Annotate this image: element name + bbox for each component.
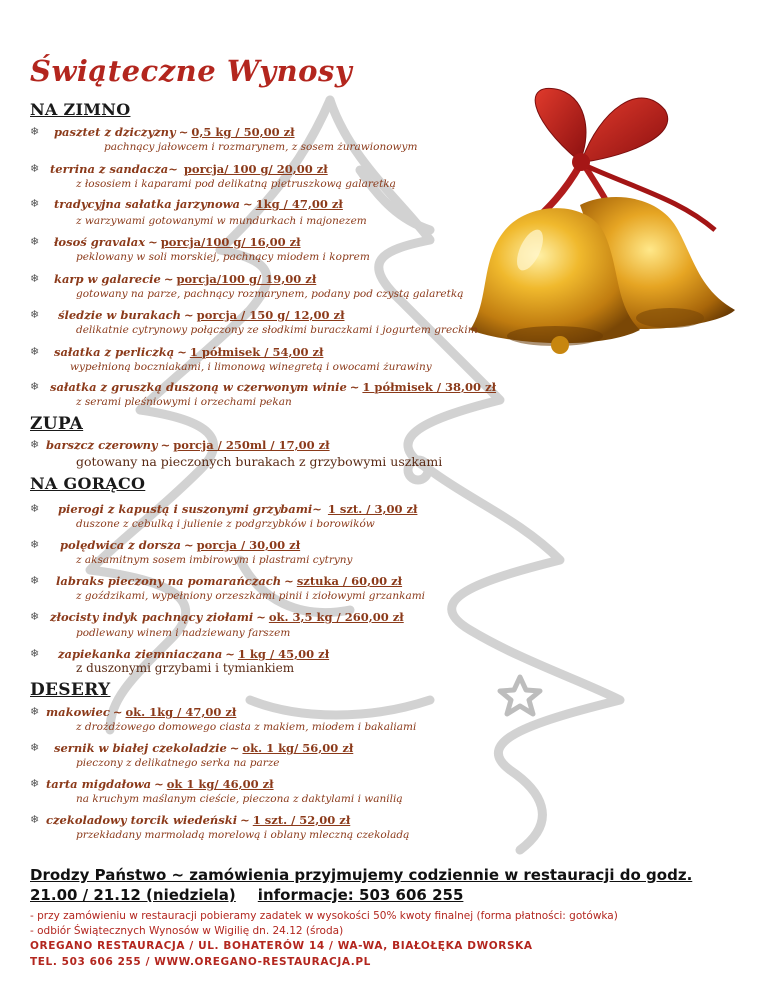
footer-order-hours <box>30 886 463 904</box>
item-price: 1 szt. / 52,00 zł <box>252 813 351 827</box>
item-description: z drożdżowego domowego ciasta z makiem, miodem i bakaliami <box>76 721 417 733</box>
footer-note-deposit: - przy zamówieniu w restauracji pobieramy zadatek w wysokości 50% kwoty finalnej (forma płatności: gotówka) <box>30 910 618 922</box>
menu-item <box>30 376 496 394</box>
item-description: duszone z cebulką i julienie z podgrzybków i borowików <box>76 518 375 530</box>
item-sep: ~ <box>243 197 253 211</box>
item-price: 1 szt. / 3,00 zł <box>327 502 418 516</box>
item-name: sałatka z gruszką duszoną w czerwonym winie <box>50 380 347 394</box>
menu-item <box>30 570 402 588</box>
footer-phone-info: informacje: 503 606 255 <box>257 886 464 904</box>
snowflake-icon: ❄ <box>30 538 40 551</box>
item-price: porcja / 250ml / 17,00 zł <box>173 438 330 452</box>
item-description: gotowany na pieczonych burakach z grzybowymi uszkami <box>76 454 443 469</box>
menu-item <box>30 231 301 249</box>
item-price: 1 półmisek / 54,00 zł <box>189 345 324 359</box>
footer-address: OREGANO RESTAURACJA / UL. BOHATERÓW 14 / WA-WA, BIAŁOŁĘKA DWORSKA <box>30 940 533 952</box>
item-sep: ~ <box>160 438 171 452</box>
item-description: z duszonymi grzybami i tymiankiem <box>76 661 295 675</box>
menu-item <box>30 268 316 286</box>
snowflake-icon: ❄ <box>30 235 40 248</box>
item-name: pasztet z dziczyzny <box>54 125 176 139</box>
item-name: labraks pieczony na pomarańczach <box>56 574 282 588</box>
item-sep: ~ <box>163 272 174 286</box>
menu-item <box>30 434 330 452</box>
menu-item <box>30 498 417 516</box>
item-price: porcja / 150 g/ 12,00 zł <box>196 308 345 322</box>
section-heading-na-zimno: NA ZIMNO <box>30 100 131 119</box>
item-price: ok. 3,5 kg / 260,00 zł <box>268 610 404 624</box>
item-price: 1kg / 47,00 zł <box>255 197 343 211</box>
item-sep: ~ <box>112 705 123 719</box>
snowflake-icon: ❄ <box>30 610 40 623</box>
section-heading-desery: DESERY <box>30 680 111 700</box>
menu-item <box>30 534 300 552</box>
item-name: makowiec <box>46 705 110 719</box>
menu-item <box>30 643 329 661</box>
item-sep: ~ <box>349 380 360 394</box>
item-description: pachnący jałowcem i rozmarynem, z sosem żurawionowym <box>104 141 418 153</box>
page-title: Świąteczne Wynosy <box>30 54 353 88</box>
section-heading-zupa: ZUPA <box>30 414 84 434</box>
snowflake-icon: ❄ <box>30 813 40 826</box>
menu-item <box>30 121 295 139</box>
footer-contact: TEL. 503 606 255 / WWW.OREGANO-RESTAURACJA.PL <box>30 956 371 968</box>
item-price: porcja / 30,00 zł <box>196 538 301 552</box>
item-name: czekoladowy torcik wiedeński <box>46 813 238 827</box>
item-name: karp w galarecie <box>54 272 161 286</box>
item-sep: ~ <box>240 813 250 827</box>
item-sep: ~ <box>154 777 164 791</box>
item-description: gotowany na parze, pachnący rozmarynem, podany pod czystą galaretką <box>76 288 464 300</box>
item-description: z aksamitnym sosem imbirowym i plastrami cytryny <box>76 554 353 566</box>
item-sep: ~ <box>229 741 240 755</box>
footer-order-info: Drodzy Państwo ~ zamówienia przyjmujemy codziennie w restauracji do godz. <box>30 866 693 884</box>
item-description: z goździkami, wypełniony orzeszkami pinii i ziołowymi grzankami <box>76 590 426 602</box>
snowflake-icon: ❄ <box>30 197 40 210</box>
item-description: na kruchym maślanym cieście, pieczona z daktylami i wanilią <box>76 793 403 805</box>
item-description: przekładany marmoladą morelową i oblany mleczną czekoladą <box>76 829 410 841</box>
item-description: wypełnioną boczniakami, i limonową winegretą i owocami żurawiny <box>70 361 432 373</box>
section-heading-na-goraco: NA GORĄCO <box>30 474 146 493</box>
item-price: ok. 1 kg/ 56,00 zł <box>242 741 354 755</box>
item-name: łosoś gravalax <box>54 235 146 249</box>
item-description: pieczony z delikatnego serka na parze <box>76 757 280 769</box>
snowflake-icon: ❄ <box>30 162 40 175</box>
item-name: śledzie w burakach <box>58 308 182 322</box>
snowflake-icon: ❄ <box>30 502 40 515</box>
item-sep: ~ <box>177 345 187 359</box>
item-description: z warzywami gotowanymi w mundurkach i majonezem <box>76 215 367 227</box>
item-name: sernik w białej czekoladzie <box>54 741 227 755</box>
item-name: sałatka z perliczką <box>54 345 175 359</box>
item-name: zapiekanka ziemniaczana <box>58 647 223 661</box>
footer-note-pickup: - odbiór Świątecznych Wynosów w Wigilię dn. 24.12 (środa) <box>30 925 344 937</box>
menu-item <box>30 341 323 359</box>
menu-item <box>30 701 236 719</box>
item-description: peklowany w soli morskiej, pachnący miodem i koprem <box>76 251 370 263</box>
item-price: 1 półmisek / 38,00 zł <box>362 380 497 394</box>
item-name: polędwica z dorsza <box>60 538 181 552</box>
item-price: 1 kg / 45,00 zł <box>237 647 330 661</box>
snowflake-icon: ❄ <box>30 647 40 660</box>
item-name: pierogi z kapustą i suszonymi grzybami~ <box>58 502 322 516</box>
menu-item <box>30 809 350 827</box>
item-sep: ~ <box>256 610 266 624</box>
menu-item <box>30 304 345 322</box>
item-description: z łososiem i kaparami pod delikatną pietruszkową galaretką <box>76 178 396 190</box>
item-description: delikatnie cytrynowy połączony ze słodkimi buraczkami i jogurtem greckim <box>76 324 478 336</box>
snowflake-icon: ❄ <box>30 380 40 393</box>
snowflake-icon: ❄ <box>30 125 40 138</box>
menu-item <box>30 193 343 211</box>
item-sep: ~ <box>148 235 158 249</box>
item-price: porcja/100 g/ 16,00 zł <box>160 235 301 249</box>
item-description: z serami pleśniowymi i orzechami pekan <box>76 396 292 408</box>
item-sep: ~ <box>183 538 194 552</box>
menu-item <box>30 773 274 791</box>
menu-item <box>30 737 353 755</box>
snowflake-icon: ❄ <box>30 272 40 285</box>
item-sep: ~ <box>184 308 194 322</box>
snowflake-icon: ❄ <box>30 308 40 321</box>
item-sep: ~ <box>178 125 189 139</box>
menu-item <box>30 606 404 624</box>
item-price: ok 1 kg/ 46,00 zł <box>166 777 274 791</box>
item-name: barszcz czerowny <box>46 438 158 452</box>
item-sep: ~ <box>225 647 235 661</box>
item-price: porcja/100 g/ 19,00 zł <box>176 272 317 286</box>
item-name: złocisty indyk pachnący ziołami <box>50 610 254 624</box>
item-price: ok. 1kg / 47,00 zł <box>125 705 237 719</box>
snowflake-icon: ❄ <box>30 345 40 358</box>
item-name: tradycyjna sałatka jarzynowa <box>54 197 241 211</box>
item-name: tarta migdałowa <box>46 777 152 791</box>
snowflake-icon: ❄ <box>30 741 40 754</box>
snowflake-icon: ❄ <box>30 777 40 790</box>
snowflake-icon: ❄ <box>30 574 40 587</box>
menu-item <box>30 158 328 176</box>
item-sep: ~ <box>284 574 294 588</box>
snowflake-icon: ❄ <box>30 705 40 718</box>
item-price: sztuka / 60,00 zł <box>296 574 403 588</box>
footer-order-deadline: 21.00 / 21.12 (niedziela) <box>30 886 236 904</box>
item-name: terrina z sandacza~ <box>50 162 178 176</box>
item-price: 0,5 kg / 50,00 zł <box>191 125 295 139</box>
snowflake-icon: ❄ <box>30 438 40 451</box>
item-description: podlewany winem i nadziewany farszem <box>76 627 291 639</box>
item-price: porcja/ 100 g/ 20,00 zł <box>183 162 328 176</box>
